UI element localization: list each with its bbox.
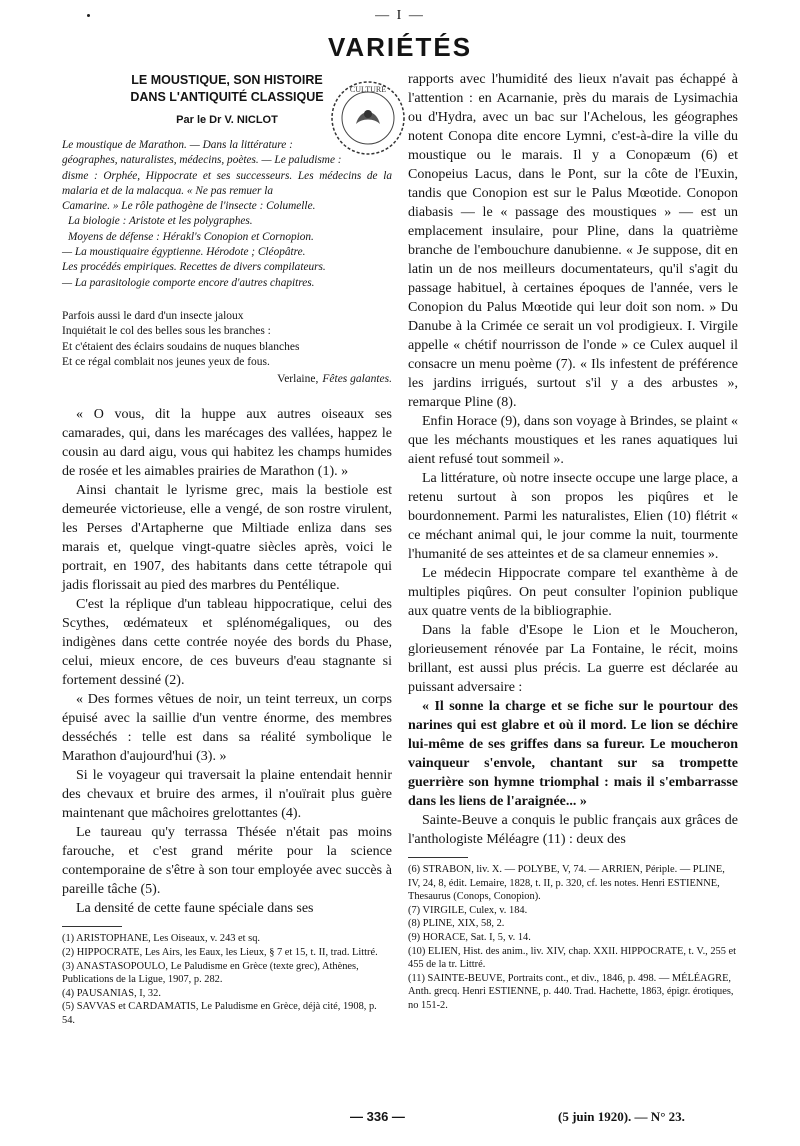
epigraph (62, 309, 392, 388)
top-folio: — I — (375, 8, 425, 23)
left-column (62, 70, 392, 1028)
footnote: (1) ARISTOPHANE, Les Oiseaux, v. 243 et sq. (62, 933, 260, 945)
footnote: (6) STRABON, liv. X. — POLYBE, V, 74. — ARRIEN, Périple. — PLINE, IV, 24, 8, édit. Lemaire, 1828, t. II, p. 320, cf. les notes. Henri ESTIENNE, Thesaurus (Conops, Conopion). (408, 864, 725, 903)
footnote: (11) SAINTE-BEUVE, Portraits cont., et div., 1846, p. 498. — MÉLÉAGRE, Anth. grecq. Henri ESTIENNE, p. 440. Trad. Hachette, 1863, épigr. érotiques, no 151-2. (408, 972, 734, 1011)
footnote: (7) VIRGILE, Culex, v. 184. (408, 904, 528, 916)
summary-line: Camarine. » Le rôle pathogène de l'insecte : Columelle. (62, 200, 316, 213)
body-paragraph: Si le voyageur qui traversait la plaine entendait hennir des chevaux et bruire des armes, il n'ouïrait plus guère maintenant que mâchoires grelottantes (4). (62, 768, 392, 822)
summary-line: géographes, naturalistes, médecins, poètes. — Le paludisme : (62, 154, 342, 167)
epigraph-line: Et ce régal comblait nos jeunes yeux de fous. (62, 356, 270, 369)
footnote: (4) PAUSANIAS, I, 32. (62, 987, 161, 999)
epigraph-line: Parfois aussi le dard d'un insecte jaloux (62, 309, 244, 322)
body-paragraph: C'est la réplique d'un tableau hippocratique, celui des Scythes, œdémateux et splénomégaliques, ou des indigènes dans cette contrée noyée des bords du Phase, celui, mieux encore, de ces buveurs d'eau stagnante si fortement dessiné (2). (62, 597, 392, 689)
summary-line: Le moustique de Marathon. — Dans la littérature : (62, 139, 293, 151)
summary-line: La biologie : Aristote et les polygraphes. (68, 215, 253, 228)
epigraph-line: Et c'étaient des éclairs soudains de nuques blanches (62, 340, 300, 353)
body-paragraph: Ainsi chantait le lyrisme grec, mais la bestiole est demeurée victorieuse, elle a vengé, de son rostre virulent, les Perses d'Artapherne que Miltiade enliza dans ses marais et, quelque vingt-quatre siècles après, voici le portrait, en 1907, des habitants dans cette tétrapole qui jadis florissait au pied des marbres du Pentélique. (62, 483, 392, 594)
left-footnotes (62, 932, 392, 1027)
body-paragraph: Sainte-Beuve a conquis le public français aux grâces de l'anthologiste Méléagre (11) : deux des (408, 813, 738, 847)
summary-line: Les procédés empiriques. Recettes de divers compilateurs. (62, 261, 326, 274)
article-summary (62, 138, 392, 291)
epigraph-work: Fêtes galantes. (322, 372, 392, 385)
summary-line: — La moustiquaire égyptienne. Hérodote ; Cléopâtre. (62, 246, 306, 259)
footnote-rule (62, 926, 122, 927)
epigraph-line: Inquiétait le col des belles sous les branches : (62, 325, 271, 338)
body-paragraph: rapports avec l'humidité des lieux n'avait pas échappé à l'attention : en Acarnanie, près du marais de Lysimachia ou d'Hydra, avec un bac sur l'Achelous, les géographes notent Conopa dite encore Lymni, c'est-à-dire la ville du moustique ou le marais. Il y a Conopæum (6) et Conopeius Lacus, dans le Pont, sur la côte de l'Euxin, tandis que Conopion est sur le Palus Mœotide. Conopon diabasis — le « passage des moustiques » — est un emplacement insulaire, pour Pline, dans la quatrième branche de l'embouchure danubienne. « Je suppose, dit en latin un de nos meilleurs documentateurs, qu'il s'agit du passage habituel, à certaines époques de l'année, vers le Conopion du Palus Mœotide qui leur doit son nom. » Du Danube à la Crimée ce serait un vol prodigieux. I. Virgile appelle « chétif nourrisson de l'onde » ce Culex auquel il consacre un menu poème (7). « Ils infestent de préférence les jardins irrigués, surtout s'il y a des arbustes », remarque Pline (8). (408, 72, 738, 410)
article-title-line-2: DANS L'ANTIQUITÉ CLASSIQUE (130, 90, 324, 104)
footnote: (5) SAVVAS et CARDAMATIS, Le Paludisme en Grèce, déjà cité, 1908, p. 54. (62, 1001, 377, 1027)
issue-date: (5 juin 1920). — N° 23. (558, 1109, 685, 1124)
body-paragraph: Dans la fable d'Esope le Lion et le Moucheron, glorieusement rénovée par La Fontaine, le récit, moins brillant, est aussi plus précis. La guerre est déclarée au puissant adversaire : (408, 623, 738, 695)
footnote: (8) PLINE, XIX, 58, 2. (408, 918, 505, 930)
article-byline: Par le Dr V. NICLOT (176, 114, 278, 126)
body-paragraph: « O vous, dit la huppe aux autres oiseaux ses camarades, qui, dans les marécages des vallées, happez le cousin au dard aigu, vous qui habitez les champs humides de rosée et les aimables prairies de Marathon (1). » (62, 407, 392, 480)
page-number: — 336 — (350, 1109, 405, 1124)
footnote: (10) ELIEN, Hist. des anim., liv. XIV, chap. XXII. HIPPOCRATE, t. V., 255 et 455 de la tr. Littré. (408, 945, 737, 971)
body-paragraph: Enfin Horace (9), dans son voyage à Brindes, se plaint « que les méchants moustiques et les ranes aquatiques lui aient refusé tout sommeil ». (408, 414, 738, 467)
right-footnotes (408, 863, 738, 1013)
section-title: VARIÉTÉS (327, 32, 473, 62)
body-paragraph: Le médecin Hippocrate compare tel exanthème à de multiples piqûres. On peut consulter l'opinion publique aux quatre vents de la bibliographie. (408, 566, 738, 619)
footnote: (2) HIPPOCRATE, Les Airs, les Eaux, les Lieux, § 7 et 15, t. II, trad. Littré. (62, 947, 378, 959)
summary-line: disme : Orphée, Hippocrate et ses successeurs. Les médecins de la malaria et de la malacqua. « Ne pas remuer la (62, 169, 392, 197)
epigraph-attribution (62, 372, 392, 388)
body-paragraph: La littérature, où notre insecte occupe une large place, a retenu surtout à son propos les piqûres et le bourdonnement. Parmi les naturalistes, Elien (10) flétrit « ce méchant animal qui, le jour comme la nuit, tourmente l'humanité de ses atteintes et de sa clameur ennemies ». (408, 471, 738, 562)
body-paragraph: Le taureau qu'y terrassa Thésée n'était pas moins farouche, et c'est grand mérite pour la science contemporaine de s'être à son tour employée avec succès à pareille tâche (5). (62, 825, 392, 898)
right-column (408, 70, 738, 1013)
body-paragraph: La densité de cette faune spéciale dans ses (76, 901, 314, 917)
body-paragraph: « Il sonne la charge et se fiche sur le pourtour des narines qui est glabre et où il mord. Le lion se déchire lui-même de ses griffes dans sa fureur. Le moucheron vainqueur s'envole, chantant sur sa trompette guerrière son hymne triomphal : mais il s'embarrasse dans les liens de l'araignée... » (408, 699, 738, 809)
article-title-line-1: LE MOUSTIQUE, SON HISTOIRE (131, 73, 323, 87)
body-paragraph: « Des formes vêtues de noir, un teint terreux, un corps épuisé avec la saillie d'un ventre énorme, des membres desséchés : telle est dans sa réalité symbolique le Marathon d'aujourd'hui (3). » (62, 692, 392, 765)
footnote: (9) HORACE, Sat. I, 5, v. 14. (408, 931, 531, 943)
summary-line: — La parasitologie comporte encore d'autres chapitres. (62, 276, 315, 289)
summary-line: Moyens de défense : Hérakl's Conopion et Cornopion. (68, 230, 314, 243)
epigraph-author: Verlaine, (277, 372, 319, 385)
stamp-text: CULTURE (349, 85, 387, 94)
footnote: (3) ANASTASOPOULO, Le Paludisme en Grèce (texte grec), Athènes, Publications de la Ligue, 1907, p. 282. (62, 960, 359, 986)
footnote-rule (408, 857, 468, 858)
article-title (62, 72, 392, 106)
